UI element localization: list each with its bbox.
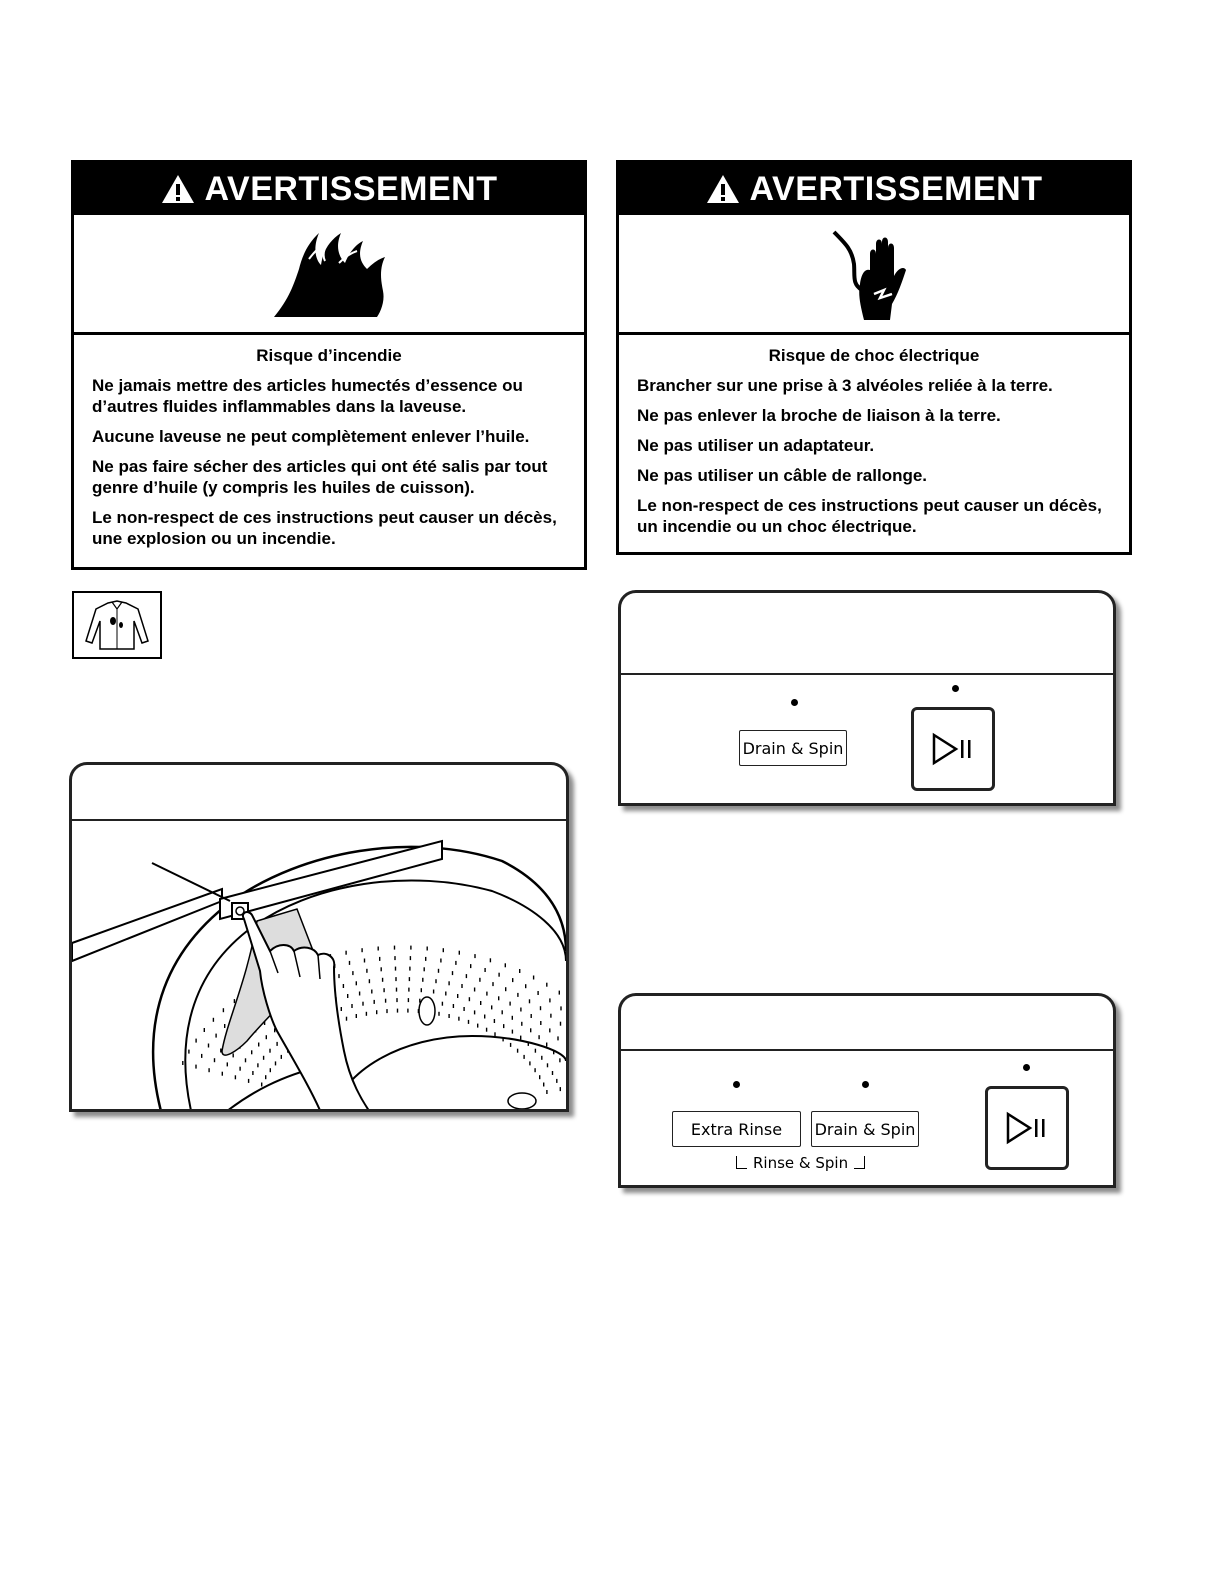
perforation-dot <box>427 947 428 951</box>
perforation-dot <box>498 996 499 1000</box>
perforation-dot <box>408 988 409 992</box>
perforation-dot <box>371 990 372 994</box>
perforation-dot <box>510 1043 511 1047</box>
perforation-dot <box>538 1035 539 1039</box>
perforation-dot <box>448 981 449 985</box>
extra-rinse-label: Extra Rinse <box>690 1119 783 1139</box>
risk-title: Risque de choc électrique <box>768 346 980 365</box>
indicator-light <box>952 685 959 692</box>
perforation-dot <box>347 994 348 998</box>
perforation-dot <box>410 946 411 950</box>
perforation-dot <box>463 1007 464 1011</box>
perforation-dot <box>424 967 425 971</box>
warning-line: Aucune laveuse ne peut complètement enlever l’huile. <box>92 427 530 446</box>
perforation-dot <box>385 999 386 1003</box>
perforation-dot <box>410 956 411 960</box>
stained-shirt-icon <box>82 597 152 653</box>
perforation-dot <box>560 1087 561 1091</box>
perforation-dot <box>466 974 467 978</box>
perforation-dot <box>457 994 458 998</box>
perforation-dot <box>440 959 441 963</box>
perforation-dot <box>453 1004 454 1008</box>
perforation-dot <box>459 951 460 955</box>
perforation-dot <box>361 948 362 952</box>
warning-header-text: AVERTISSEMENT <box>204 169 498 208</box>
perforation-dot <box>245 1058 246 1062</box>
perforation-dot <box>503 1024 504 1028</box>
warning-line: Ne pas enlever la broche de liaison à la terre. <box>637 406 1001 425</box>
perforation-dot <box>359 992 360 996</box>
perforation-dot <box>540 1021 541 1025</box>
perforation-dot <box>560 1006 561 1010</box>
perforation-dot <box>395 977 396 981</box>
perforation-dot <box>396 988 397 992</box>
stained-shirt-box <box>72 591 162 659</box>
rinse-spin-label: Rinse & Spin <box>753 1154 849 1172</box>
perforation-dot <box>559 1058 560 1062</box>
start-pause-button[interactable] <box>985 1086 1069 1170</box>
extra-rinse-button[interactable] <box>672 1111 801 1147</box>
perforation-dot <box>494 1032 495 1036</box>
perforation-dot <box>443 948 444 952</box>
perforation-dot <box>204 1028 205 1032</box>
perforation-dot <box>195 1065 196 1069</box>
perforation-dot <box>474 1010 475 1014</box>
perforation-dot <box>468 1020 469 1024</box>
washer-lid-illustration <box>69 762 569 1112</box>
perforation-dot <box>394 946 395 950</box>
perforation-dot <box>479 978 480 982</box>
perforation-dot <box>543 1083 544 1087</box>
perforation-dot <box>234 999 235 1003</box>
warning-line: Brancher sur une prise à 3 alvéoles reliée à la terre. <box>637 376 1053 395</box>
warning-line: Ne jamais mettre des articles humectés d’essence ou d’autres fluides inflammables dans la laveuse. <box>92 376 523 416</box>
risk-title: Risque d’incendie <box>256 346 402 365</box>
perforation-dot <box>275 1061 276 1065</box>
perforation-dot <box>223 1008 224 1012</box>
perforation-dot <box>557 1036 558 1040</box>
warning-triangle-icon <box>160 173 196 205</box>
perforation-dot <box>452 971 453 975</box>
perforation-dot <box>505 987 506 991</box>
perforation-dot <box>222 1072 223 1076</box>
perforation-dot <box>433 990 434 994</box>
perforation-dot <box>550 1014 551 1018</box>
perforation-dot <box>265 1075 266 1079</box>
indicator-light <box>791 699 798 706</box>
perforation-dot <box>369 979 370 983</box>
warning-body <box>619 335 1129 545</box>
perforation-dot <box>235 1075 236 1079</box>
perforation-dot <box>505 963 506 967</box>
indicator-light <box>1023 1064 1030 1071</box>
warning-line: Ne pas faire sécher des articles qui ont été salis par tout genre d’huile (y compris les huiles de cuisson). <box>92 457 548 497</box>
perforation-dot <box>470 964 471 968</box>
perforation-dot <box>356 981 357 985</box>
perforation-dot <box>374 1000 375 1004</box>
perforation-dot <box>201 1054 202 1058</box>
warning-line: Ne pas utiliser un adaptateur. <box>637 436 875 455</box>
perforation-dot <box>535 1049 536 1053</box>
perforation-dot <box>539 1075 540 1079</box>
perforation-dot <box>258 1043 259 1047</box>
perforation-dot <box>474 988 475 992</box>
perforation-dot <box>382 978 383 982</box>
perforation-dot <box>396 998 397 1002</box>
perforation-dot <box>422 978 423 982</box>
perforation-dot <box>343 984 344 988</box>
perforation-dot <box>213 1018 214 1022</box>
perforation-dot <box>552 1071 553 1075</box>
perforation-dot <box>531 1014 532 1018</box>
perforation-dot <box>378 947 379 951</box>
perforation-dot <box>537 991 538 995</box>
perforation-dot <box>445 992 446 996</box>
fire-icon <box>269 229 389 319</box>
perforation-dot <box>352 971 353 975</box>
perforation-dot <box>474 954 475 958</box>
perforation-dot <box>362 1002 363 1006</box>
perforation-dot <box>494 1019 495 1023</box>
warning-line: Ne pas utiliser un câble de rallonge. <box>637 466 928 485</box>
shock-pictogram <box>619 215 1129 335</box>
perforation-dot <box>549 998 550 1002</box>
perforation-dot <box>341 1007 342 1011</box>
perforation-dot <box>383 988 384 992</box>
perforation-dot <box>529 1061 530 1065</box>
perforation-dot <box>338 974 339 978</box>
perforation-dot <box>461 984 462 988</box>
perforation-dot <box>546 1043 547 1047</box>
perforation-dot <box>276 1042 277 1046</box>
perforation-dot <box>215 1034 216 1038</box>
hand-wiping-washer-lid-icon <box>72 821 566 1112</box>
control-panel-drain <box>618 590 1116 806</box>
perforation-dot <box>533 976 534 980</box>
perforation-dot <box>512 1016 513 1020</box>
warning-triangle-icon <box>705 173 741 205</box>
warning-body <box>74 335 584 557</box>
perforation-dot <box>498 973 499 977</box>
perforation-dot <box>521 1022 522 1026</box>
perforation-dot <box>512 978 513 982</box>
perforation-dot <box>188 1050 189 1054</box>
perforation-dot <box>408 998 409 1002</box>
perforation-dot <box>381 967 382 971</box>
perforation-dot <box>208 1068 209 1072</box>
perforation-dot <box>182 1061 183 1065</box>
perforation-dot <box>376 1010 377 1014</box>
perforation-dot <box>233 1053 234 1057</box>
perforation-dot <box>549 1028 550 1032</box>
perforation-dot <box>252 1071 253 1075</box>
perforation-dot <box>484 1015 485 1019</box>
perforation-dot <box>486 992 487 996</box>
perforation-dot <box>480 1001 481 1005</box>
perforation-dot <box>442 1002 443 1006</box>
perforation-dot <box>525 984 526 988</box>
perforation-dot <box>257 1063 258 1067</box>
warning-fire <box>71 160 587 570</box>
perforation-dot <box>251 1050 252 1054</box>
perforation-dot <box>512 1030 513 1034</box>
indicator-light <box>733 1081 740 1088</box>
perforation-dot <box>409 967 410 971</box>
perforation-dot <box>425 957 426 961</box>
perforation-dot <box>208 1044 209 1048</box>
perforation-dot <box>455 961 456 965</box>
perforation-dot <box>438 1012 439 1016</box>
warning-header <box>619 163 1129 215</box>
perforation-dot <box>397 1009 398 1013</box>
perforation-dot <box>239 1067 240 1071</box>
perforation-dot <box>356 1014 357 1018</box>
drain-spin-label: Drain & Spin <box>814 1119 916 1139</box>
control-panel-rinse <box>618 993 1116 1188</box>
perforation-dot <box>421 988 422 992</box>
perforation-dot <box>349 961 350 965</box>
perforation-dot <box>364 959 365 963</box>
warning-header <box>74 163 584 215</box>
perforation-dot <box>490 958 491 962</box>
perforation-dot <box>547 1063 548 1067</box>
perforation-dot <box>520 1008 521 1012</box>
perforation-dot <box>458 1017 459 1021</box>
perforation-dot <box>560 1022 561 1026</box>
perforation-dot <box>530 1028 531 1032</box>
rinse-spin-bracket-label <box>736 1154 865 1172</box>
perforation-dot <box>546 983 547 987</box>
perforation-dot <box>484 968 485 972</box>
perforation-dot <box>491 1005 492 1009</box>
perforation-dot <box>540 1006 541 1010</box>
perforation-dot <box>214 1058 215 1062</box>
warning-line: Le non-respect de ces instructions peut causer un décès, un incendie ou un choc électrique. <box>637 496 1102 536</box>
perforation-dot <box>248 1079 249 1083</box>
perforation-dot <box>346 1017 347 1021</box>
perforation-dot <box>227 1062 228 1066</box>
play-pause-icon <box>931 732 975 766</box>
perforation-dot <box>395 967 396 971</box>
drain-spin-label: Drain & Spin <box>742 738 844 758</box>
perforation-dot <box>517 1049 518 1053</box>
play-pause-icon <box>1005 1111 1049 1145</box>
fire-pictogram <box>74 215 584 335</box>
perforation-dot <box>261 1083 262 1087</box>
perforation-dot <box>492 982 493 986</box>
perforation-dot <box>281 1055 282 1059</box>
drain-spin-button[interactable] <box>811 1111 919 1147</box>
perforation-dot <box>266 1035 267 1039</box>
perforation-dot <box>519 969 520 973</box>
electric-shock-hand-icon <box>824 224 924 324</box>
perforation-dot <box>509 1002 510 1006</box>
perforation-dot <box>448 1014 449 1018</box>
perforation-dot <box>224 1024 225 1028</box>
warning-shock <box>616 160 1132 555</box>
perforation-dot <box>469 997 470 1001</box>
perforation-dot <box>386 1009 387 1013</box>
perforation-dot <box>556 1079 557 1083</box>
perforation-dot <box>351 1004 352 1008</box>
perforation-dot <box>486 1028 487 1032</box>
perforation-dot <box>366 1012 367 1016</box>
perforation-dot <box>270 1068 271 1072</box>
perforation-dot <box>269 1049 270 1053</box>
perforation-dot <box>477 1024 478 1028</box>
perforation-dot <box>559 991 560 995</box>
perforation-dot <box>263 1056 264 1060</box>
perforation-dot <box>435 979 436 983</box>
indicator-light <box>862 1081 869 1088</box>
perforation-dot <box>195 1039 196 1043</box>
perforation-dot <box>546 1090 547 1094</box>
perforation-dot <box>345 951 346 955</box>
warning-line: Le non-respect de ces instructions peut causer un décès, une explosion ou un incendie. <box>92 508 557 548</box>
warning-header-text: AVERTISSEMENT <box>749 169 1043 208</box>
perforation-dot <box>502 1010 503 1014</box>
perforation-dot <box>394 956 395 960</box>
perforation-dot <box>366 969 367 973</box>
perforation-dot <box>409 977 410 981</box>
perforation-dot <box>534 1068 535 1072</box>
perforation-dot <box>520 1036 521 1040</box>
drain-spin-button[interactable] <box>739 730 847 766</box>
perforation-dot <box>529 999 530 1003</box>
perforation-dot <box>517 993 518 997</box>
start-pause-button[interactable] <box>911 707 995 791</box>
perforation-dot <box>438 969 439 973</box>
perforation-dot <box>407 1009 408 1013</box>
perforation-dot <box>541 1056 542 1060</box>
perforation-dot <box>523 1055 524 1059</box>
perforation-dot <box>379 957 380 961</box>
